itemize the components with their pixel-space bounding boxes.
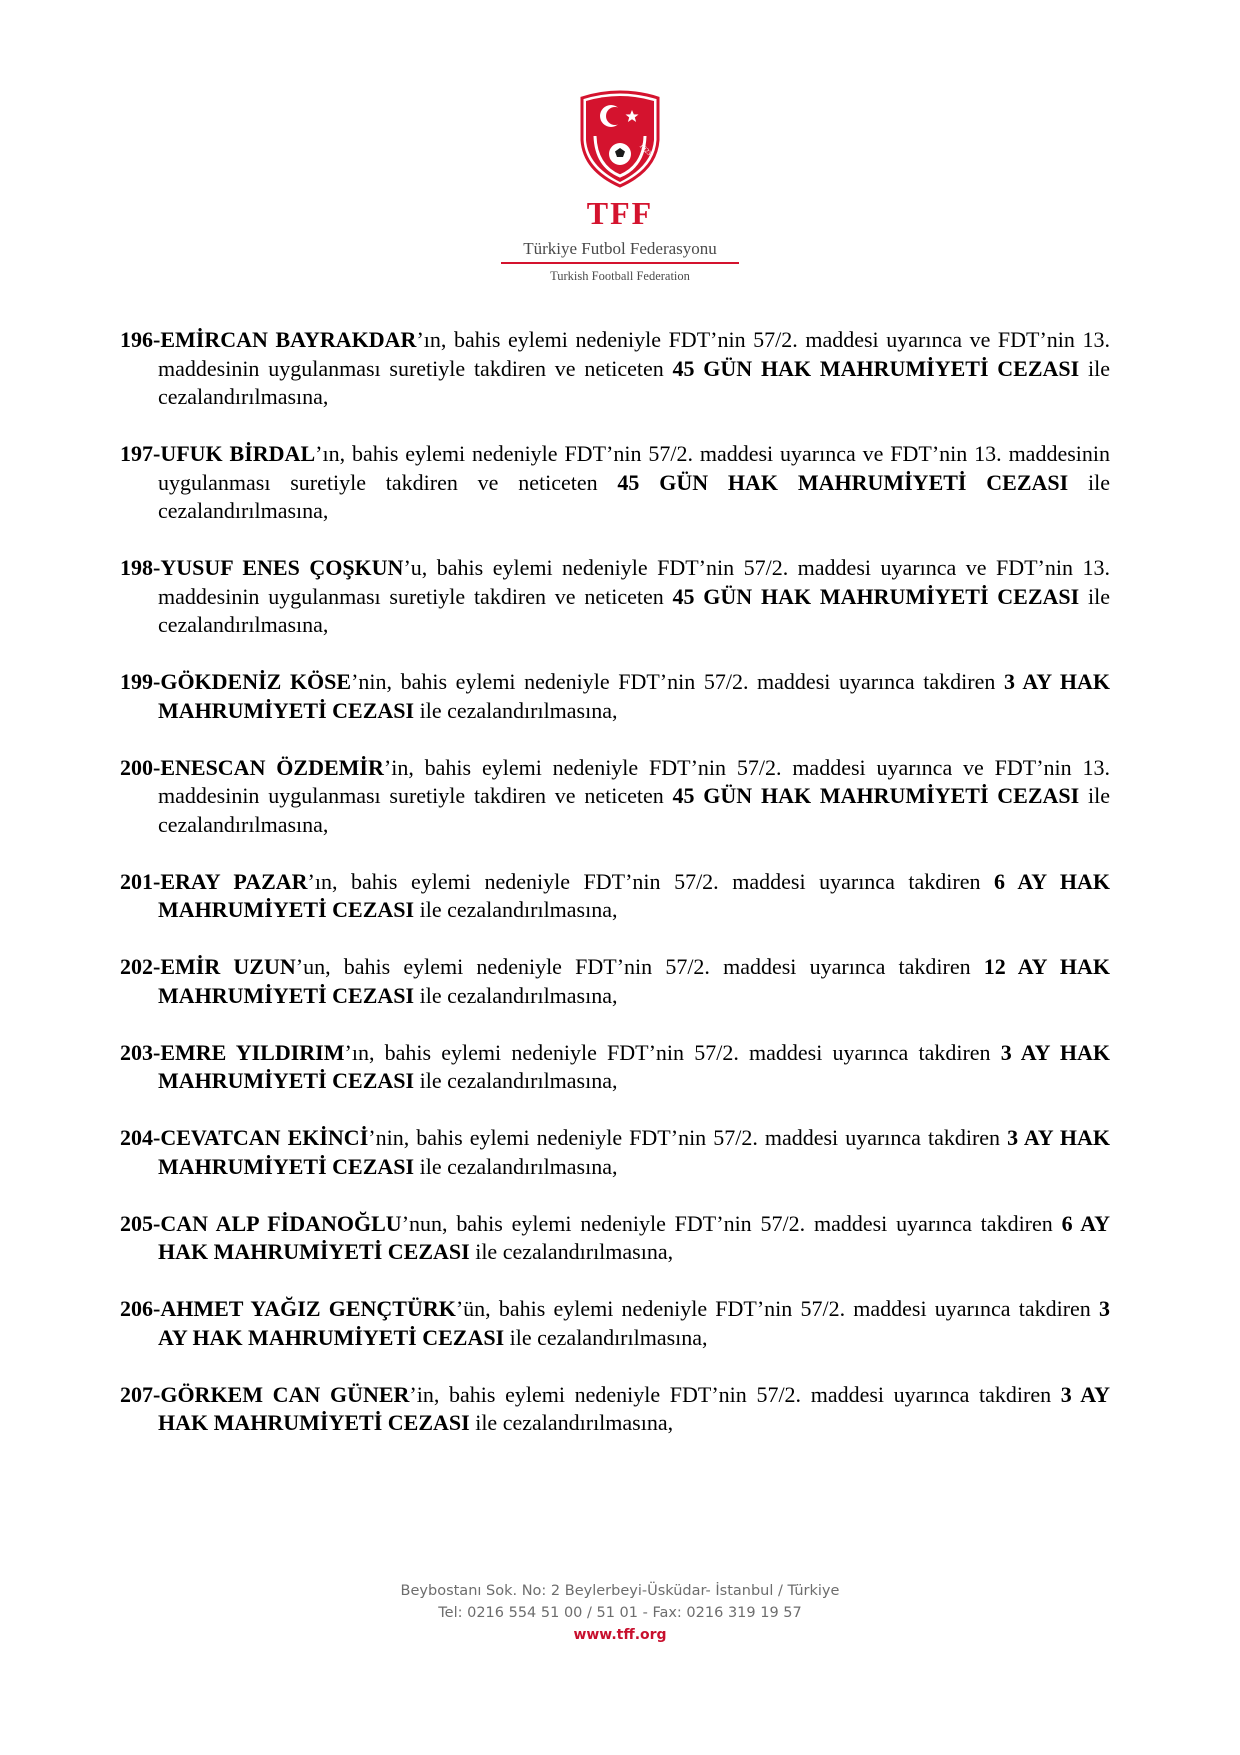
footer-address: Beybostanı Sok. No: 2 Beylerbeyi-Üsküdar- İstanbul / Türkiye — [400, 1583, 840, 1599]
person-name: AHMET YAĞIZ GENÇTÜRK — [160, 1296, 456, 1321]
decision-tail: ile cezalandırılmasına, — [158, 783, 1110, 837]
person-name: ERAY PAZAR — [160, 868, 308, 894]
penalty: 45 GÜN HAK MAHRUMİYETİ CEZASI — [617, 469, 1069, 495]
decision-tail: ile cezalandırılmasına, — [414, 1153, 618, 1179]
decision-entry — [120, 668, 1110, 725]
entry-number: 201- — [120, 868, 161, 894]
name-suffix: ’nun — [401, 1210, 443, 1236]
decision-tail: ile cezalandırılmasına, — [414, 982, 618, 1008]
penalty: 3 AY HAK MAHRUMİYETİ CEZASI — [158, 1125, 1110, 1179]
decision-tail: ile cezalandırılmasına, — [414, 697, 618, 723]
decision-text: , bahis eylemi nedeniyle FDT’nin 57/2. maddesi uyarınca ve FDT’nin 13. maddesinin uygulanması suretiyle takdiren ve neticeten — [158, 754, 1110, 808]
entry-number: 206- — [120, 1296, 161, 1321]
decision-text: , bahis eylemi nedeniyle FDT’nin 57/2. maddesi uyarınca takdiren — [325, 954, 984, 979]
logo-text: TFF — [586, 195, 654, 231]
person-name: CEVATCAN EKİNCİ — [160, 1125, 369, 1150]
entry-number: 207- — [120, 1381, 161, 1407]
decision-text: , bahis eylemi nedeniyle FDT’nin 57/2. maddesi uyarınca takdiren — [442, 1210, 1062, 1236]
decision-entry — [120, 868, 1110, 925]
penalty: 12 AY HAK MAHRUMİYETİ CEZASI — [158, 954, 1110, 1008]
penalty: 3 AY HAK MAHRUMİYETİ CEZASI — [158, 669, 1110, 723]
person-name: GÖRKEM CAN GÜNER — [160, 1381, 410, 1407]
entry-number: 205- — [120, 1210, 161, 1236]
name-suffix: ’in — [409, 1381, 434, 1407]
penalty: 6 AY HAK MAHRUMİYETİ CEZASI — [158, 1210, 1110, 1264]
entry-number: 197- — [120, 441, 161, 466]
entry-number: 203- — [120, 1039, 161, 1065]
logo-divider — [501, 262, 739, 264]
entry-number: 196- — [120, 327, 161, 352]
decision-entry — [120, 1039, 1110, 1096]
penalty: 3 AY HAK MAHRUMİYETİ CEZASI — [158, 1381, 1110, 1435]
federation-name-english: Turkish Football Federation — [550, 269, 690, 283]
decision-tail: ile cezalandırılmasına, — [504, 1324, 708, 1350]
name-suffix: ’in — [383, 754, 409, 780]
decision-entry — [120, 1124, 1110, 1181]
footer-website-link[interactable]: www.tff.org — [573, 1627, 667, 1643]
penalty: 45 GÜN HAK MAHRUMİYETİ CEZASI — [672, 355, 1080, 381]
decision-entry — [120, 754, 1110, 840]
crest-year: 1923 — [637, 141, 654, 158]
person-name: ENESCAN ÖZDEMİR — [160, 754, 384, 780]
name-suffix: ’ın — [344, 1039, 369, 1065]
person-name: EMİR UZUN — [160, 954, 296, 979]
decision-text: , bahis eylemi nedeniyle FDT’nin 57/2. maddesi uyarınca ve FDT’nin 13. maddesinin uygulanması suretiyle takdiren ve neticeten — [158, 441, 1110, 495]
decision-tail: ile cezalandırılmasına, — [158, 469, 1110, 523]
decision-text: , bahis eylemi nedeniyle FDT’nin 57/2. maddesi uyarınca takdiren — [485, 1296, 1099, 1321]
decision-text: , bahis eylemi nedeniyle FDT’nin 57/2. maddesi uyarınca ve FDT’nin 13. maddesinin uygulanması suretiyle takdiren ve neticeten — [158, 555, 1110, 609]
decision-tail: ile cezalandırılmasına, — [158, 583, 1110, 637]
decision-tail: ile cezalandırılmasına, — [414, 897, 618, 922]
decision-text: , bahis eylemi nedeniyle FDT’nin 57/2. maddesi uyarınca takdiren — [331, 868, 995, 894]
penalty: 3 AY HAK MAHRUMİYETİ CEZASI — [158, 1296, 1110, 1350]
decision-tail: ile cezalandırılmasına, — [158, 355, 1110, 409]
decision-text: , bahis eylemi nedeniyle FDT’nin 57/2. maddesi uyarınca ve FDT’nin 13. maddesinin uygulanması suretiyle takdiren ve neticeten — [158, 327, 1111, 381]
name-suffix: ’ın — [307, 868, 332, 894]
entry-number: 199- — [120, 669, 161, 694]
decision-tail: ile cezalandırılmasına, — [414, 1068, 618, 1093]
entry-number: 198- — [120, 555, 161, 580]
penalty: 45 GÜN HAK MAHRUMİYETİ CEZASI — [672, 583, 1080, 609]
penalty: 3 AY HAK MAHRUMİYETİ CEZASI — [158, 1039, 1110, 1093]
decision-entry — [120, 1381, 1110, 1438]
decision-entry — [120, 1210, 1110, 1267]
decision-text: , bahis eylemi nedeniyle FDT’nin 57/2. maddesi uyarınca takdiren — [368, 1039, 1001, 1065]
name-suffix: ’nin — [368, 1125, 404, 1150]
name-suffix: ’ın — [416, 327, 441, 352]
decision-text: , bahis eylemi nedeniyle FDT’nin 57/2. maddesi uyarınca takdiren — [433, 1381, 1061, 1407]
penalty: 6 AY HAK MAHRUMİYETİ CEZASI — [158, 868, 1110, 922]
decision-entry — [120, 1295, 1110, 1352]
person-name: EMRE YILDIRIM — [160, 1039, 345, 1065]
footer-phone: Tel: 0216 554 51 00 / 51 01 - Fax: 0216 319 19 57 — [438, 1605, 802, 1621]
entry-number: 202- — [120, 954, 161, 979]
federation-name: Türkiye Futbol Federasyonu — [523, 239, 717, 258]
person-name: UFUK BİRDAL — [160, 441, 316, 466]
name-suffix: ’ün — [455, 1296, 486, 1321]
decision-list — [120, 326, 1110, 1466]
decision-tail: ile cezalandırılmasına, — [469, 1410, 674, 1435]
tff-logo — [0, 88, 1240, 284]
person-name: CAN ALP FİDANOĞLU — [160, 1210, 402, 1236]
decision-entry — [120, 953, 1110, 1010]
decision-entry — [120, 554, 1110, 640]
penalty: 45 GÜN HAK MAHRUMİYETİ CEZASI — [672, 783, 1080, 808]
page-footer — [0, 1580, 1240, 1646]
decision-entry — [120, 440, 1110, 526]
tff-crest-icon — [577, 88, 663, 188]
person-name: GÖKDENİZ KÖSE — [160, 669, 352, 694]
person-name: YUSUF ENES ÇOŞKUN — [160, 555, 404, 580]
name-suffix: ’u — [403, 555, 422, 580]
decision-tail: ile cezalandırılmasına, — [469, 1239, 674, 1264]
entry-number: 200- — [120, 754, 161, 780]
decision-text: , bahis eylemi nedeniyle FDT’nin 57/2. maddesi uyarınca takdiren — [386, 669, 1004, 694]
decision-entry — [120, 326, 1110, 412]
name-suffix: ’nin — [351, 669, 387, 694]
person-name: EMİRCAN BAYRAKDAR — [160, 327, 417, 352]
name-suffix: ’un — [295, 954, 326, 979]
entry-number: 204- — [120, 1125, 161, 1150]
decision-text: , bahis eylemi nedeniyle FDT’nin 57/2. maddesi uyarınca takdiren — [403, 1125, 1008, 1150]
name-suffix: ’ın — [315, 441, 340, 466]
